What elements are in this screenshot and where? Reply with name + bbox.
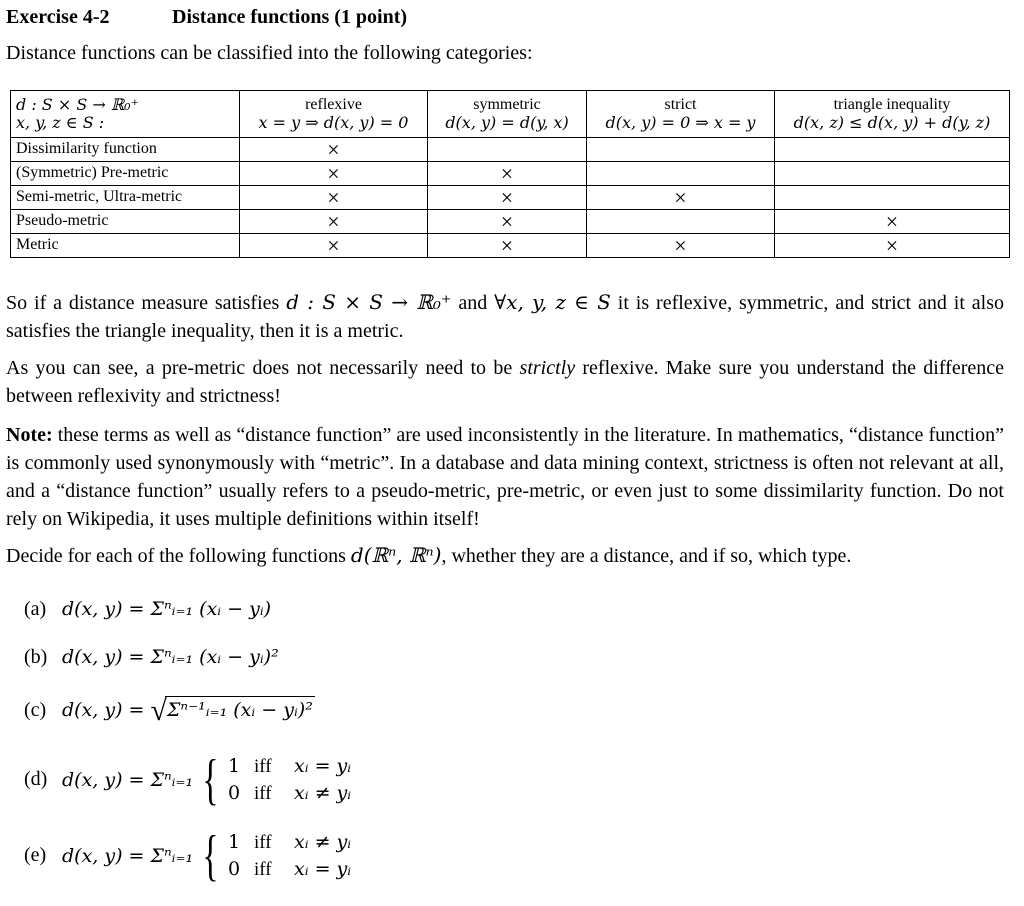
row-label: Dissimilarity function xyxy=(11,138,240,162)
cross-mark: × xyxy=(240,186,428,210)
table-row xyxy=(11,210,1010,234)
text-span: As you can see, a pre-metric does not necessarily need to be xyxy=(6,357,520,379)
text-span: reflexive. Make sure you understand the difference between reflexivity and strictness! xyxy=(6,357,1004,407)
cross-mark: × xyxy=(428,210,587,234)
text-span: and xyxy=(451,292,495,314)
case-value: 1 xyxy=(228,755,241,777)
corner-line-2: x, y, z ∈ S : xyxy=(16,113,105,132)
table-row xyxy=(11,138,1010,162)
classification-table xyxy=(10,90,1010,258)
cross-mark: × xyxy=(428,234,587,258)
row-label: Semi-metric, Ultra-metric xyxy=(11,186,240,210)
case-word: iff xyxy=(254,783,272,804)
column-name: symmetric xyxy=(473,95,541,113)
empty-cell xyxy=(775,138,1010,162)
table-header-row xyxy=(11,91,1010,138)
empty-cell xyxy=(775,186,1010,210)
item-label: (b) xyxy=(24,646,48,668)
text-span: Decide for each of the following functions xyxy=(6,545,351,567)
note-label: Note: xyxy=(6,424,53,446)
table-row xyxy=(11,186,1010,210)
item-label: (d) xyxy=(24,767,48,790)
empty-cell xyxy=(587,138,775,162)
cross-mark: × xyxy=(428,162,587,186)
table-row xyxy=(11,234,1010,258)
cross-mark: × xyxy=(775,234,1010,258)
item-formula-prefix: d(x, y) = xyxy=(62,699,151,721)
item-formula xyxy=(62,825,352,887)
column-formula: d(x, z) ≤ d(x, y) + d(y, z) xyxy=(793,113,991,132)
case-condition: xᵢ = yᵢ xyxy=(294,858,352,880)
function-item-e xyxy=(24,825,352,887)
paragraph-note xyxy=(6,421,1004,533)
item-formula: d(x, y) = Σⁿᵢ₌₁ (xᵢ − yᵢ)² xyxy=(62,646,279,668)
column-formula: x = y ⇒ d(x, y) = 0 xyxy=(258,113,409,132)
math-span: ∀x, y, z ∈ S xyxy=(494,290,611,314)
column-formula: d(x, y) = 0 ⇒ x = y xyxy=(605,113,756,132)
item-formula: d(x, y) = Σⁿᵢ₌₁ (xᵢ − yᵢ) xyxy=(62,598,272,620)
corner-cell xyxy=(11,91,240,138)
text-span: these terms as well as “distance function” are used inconsistently in the literature. In mathematics, “distance function” is commonly used synonymously with “metric”. In a database and data mining context, strictness is often not relevant at all, and a “distance function” usually refers to a pseudo-metric, pre-metric, or even just to some dissimilarity function. Do not rely on Wikipedia, it uses multiple definitions within itself! xyxy=(6,424,1004,530)
case-word: iff xyxy=(254,832,272,853)
exercise-number: Exercise 4-2 xyxy=(6,6,110,28)
case-list xyxy=(228,753,351,807)
column-name: reflexive xyxy=(305,95,362,113)
intro-text: Distance functions can be classified into the following categories: xyxy=(6,42,533,64)
cross-mark: × xyxy=(587,234,775,258)
case-list xyxy=(228,829,351,883)
case-value: 0 xyxy=(228,782,241,804)
case-value: 1 xyxy=(228,831,241,853)
left-brace: { xyxy=(202,825,219,887)
row-label: (Symmetric) Pre-metric xyxy=(11,162,240,186)
math-span: d : S × S → ℝ₀⁺ xyxy=(286,290,452,314)
column-name: triangle inequality xyxy=(833,95,951,113)
corner-line-1: d : S × S → ℝ₀⁺ xyxy=(16,94,140,114)
function-item-b xyxy=(24,646,279,669)
math-span: d(ℝⁿ, ℝⁿ) xyxy=(350,543,442,567)
function-item-d xyxy=(24,749,352,811)
empty-cell xyxy=(587,162,775,186)
item-radicand: Σⁿ⁻¹ᵢ₌₁ (xᵢ − yᵢ)² xyxy=(165,696,315,721)
column-header-reflexive xyxy=(240,91,428,138)
emphasis-span: strictly xyxy=(519,357,576,379)
cross-mark: × xyxy=(587,186,775,210)
cross-mark: × xyxy=(240,234,428,258)
paragraph-task xyxy=(6,541,1004,570)
row-label: Metric xyxy=(11,234,240,258)
empty-cell xyxy=(428,138,587,162)
cross-mark: × xyxy=(240,138,428,162)
paragraph-premetric xyxy=(6,354,1004,410)
case-condition: xᵢ ≠ yᵢ xyxy=(294,782,352,804)
cross-mark: × xyxy=(428,186,587,210)
column-header-triangle xyxy=(775,91,1010,138)
empty-cell xyxy=(775,162,1010,186)
cross-mark: × xyxy=(240,162,428,186)
item-label: (c) xyxy=(24,699,47,721)
exercise-header xyxy=(6,6,407,29)
column-name: strict xyxy=(664,95,697,113)
cross-mark: × xyxy=(775,210,1010,234)
row-label: Pseudo-metric xyxy=(11,210,240,234)
item-label: (e) xyxy=(24,843,47,866)
text-span: So if a distance measure satisfies xyxy=(6,292,287,314)
text-span: it is reflexive, symmetric, and strict and it also satisfies the triangle inequality, then it is a metric. xyxy=(6,292,1005,342)
formula-prefix: d(x, y) = Σⁿᵢ₌₁ xyxy=(62,769,194,791)
empty-cell xyxy=(587,210,775,234)
column-header-strict xyxy=(587,91,775,138)
formula-prefix: d(x, y) = Σⁿᵢ₌₁ xyxy=(62,845,194,867)
column-header-symmetric xyxy=(428,91,587,138)
case-condition: xᵢ = yᵢ xyxy=(294,755,352,777)
text-span: , whether they are a distance, and if so, which type. xyxy=(441,545,852,567)
case-value: 0 xyxy=(228,858,241,880)
sqrt-sign: √ xyxy=(150,694,167,727)
exercise-title: Distance functions (1 point) xyxy=(172,6,408,28)
case-condition: xᵢ ≠ yᵢ xyxy=(294,831,352,853)
table-row xyxy=(11,162,1010,186)
item-formula xyxy=(62,749,352,811)
column-formula: d(x, y) = d(y, x) xyxy=(445,113,569,132)
case-word: iff xyxy=(254,756,272,777)
function-item-a xyxy=(24,598,271,621)
item-label: (a) xyxy=(24,598,47,620)
left-brace: { xyxy=(202,749,219,811)
function-item-c xyxy=(24,694,315,728)
case-word: iff xyxy=(254,859,272,880)
cross-mark: × xyxy=(240,210,428,234)
paragraph-metric-definition xyxy=(6,288,1004,345)
